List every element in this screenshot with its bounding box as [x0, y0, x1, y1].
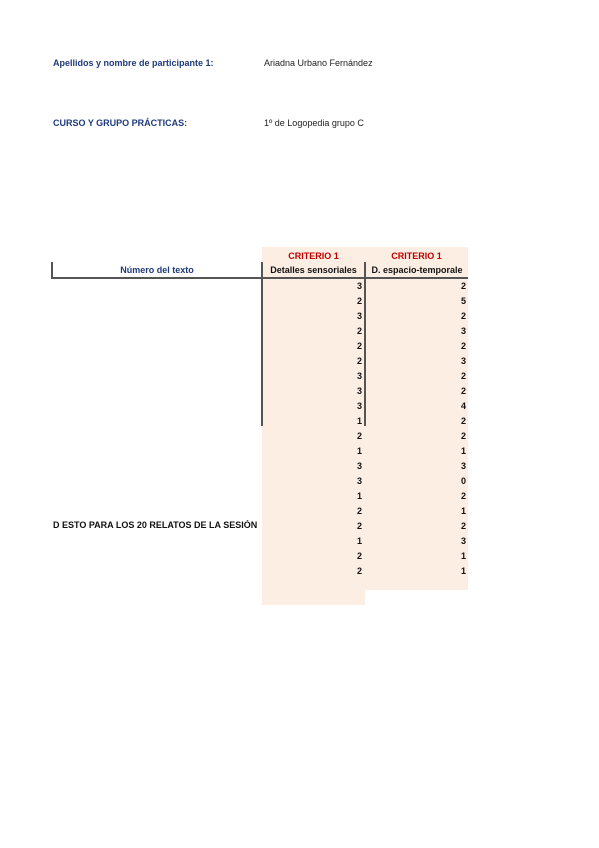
sensory-details-cell[interactable]: 3 [356, 281, 362, 291]
space-time-cell[interactable]: 1 [460, 551, 466, 561]
sensory-details-cell[interactable]: 3 [356, 401, 362, 411]
sensory-details-cell[interactable]: 3 [356, 461, 362, 471]
sensory-details-cell[interactable]: 2 [356, 341, 362, 351]
space-time-cell[interactable]: 5 [460, 296, 466, 306]
sensory-details-cell[interactable]: 1 [356, 446, 362, 456]
space-time-header: D. espacio-temporale [371, 265, 463, 275]
space-time-cell[interactable]: 2 [460, 281, 466, 291]
header-left-border [51, 262, 53, 278]
criterion-header-2: CRITERIO 1 [391, 251, 442, 261]
space-time-cell[interactable]: 2 [460, 311, 466, 321]
space-time-cell[interactable]: 1 [460, 446, 466, 456]
course-value[interactable]: 1º de Logopedia grupo C [264, 118, 364, 128]
sensory-details-cell[interactable]: 1 [356, 416, 362, 426]
sensory-details-cell[interactable]: 2 [356, 566, 362, 576]
sensory-details-cell[interactable]: 2 [356, 326, 362, 336]
space-time-cell[interactable]: 1 [460, 566, 466, 576]
space-time-cell[interactable]: 2 [460, 371, 466, 381]
sensory-details-header: Detalles sensoriales [270, 265, 357, 275]
space-time-cell[interactable]: 3 [460, 536, 466, 546]
space-time-cell[interactable]: 3 [460, 356, 466, 366]
instruction-note: D ESTO PARA LOS 20 RELATOS DE LA SESIÓN [53, 520, 258, 530]
space-time-cell[interactable]: 2 [460, 431, 466, 441]
sensory-details-cell[interactable]: 1 [356, 536, 362, 546]
participant-name[interactable]: Ariadna Urbano Fernández [264, 58, 373, 68]
criterion-header-1: CRITERIO 1 [288, 251, 339, 261]
space-time-cell[interactable]: 2 [460, 341, 466, 351]
space-time-cell[interactable]: 2 [460, 386, 466, 396]
space-time-cell[interactable]: 0 [460, 476, 466, 486]
space-time-cell[interactable]: 3 [460, 326, 466, 336]
sensory-details-cell[interactable]: 2 [356, 551, 362, 561]
space-time-cell[interactable]: 3 [460, 461, 466, 471]
sensory-details-cell[interactable]: 2 [356, 431, 362, 441]
text-number-header: Número del texto [120, 265, 194, 275]
header-bottom-border [51, 277, 468, 279]
space-time-cell[interactable]: 1 [460, 506, 466, 516]
space-time-cell[interactable]: 2 [460, 416, 466, 426]
sensory-details-cell[interactable]: 3 [356, 386, 362, 396]
sensory-details-cell[interactable]: 3 [356, 476, 362, 486]
sensory-details-cell[interactable]: 2 [356, 296, 362, 306]
space-time-cell[interactable]: 4 [460, 401, 466, 411]
sensory-details-cell[interactable]: 3 [356, 371, 362, 381]
column-divider-2 [364, 262, 366, 426]
space-time-cell[interactable]: 2 [460, 491, 466, 501]
sensory-details-cell[interactable]: 2 [356, 521, 362, 531]
sensory-details-cell[interactable]: 2 [356, 356, 362, 366]
column-divider-1 [261, 262, 263, 426]
sensory-details-cell[interactable]: 2 [356, 506, 362, 516]
space-time-cell[interactable]: 2 [460, 521, 466, 531]
course-label: CURSO Y GRUPO PRÁCTICAS: [53, 118, 188, 128]
participant-label: Apellidos y nombre de participante 1: [53, 58, 214, 68]
sensory-details-cell[interactable]: 1 [356, 491, 362, 501]
sensory-details-cell[interactable]: 3 [356, 311, 362, 321]
